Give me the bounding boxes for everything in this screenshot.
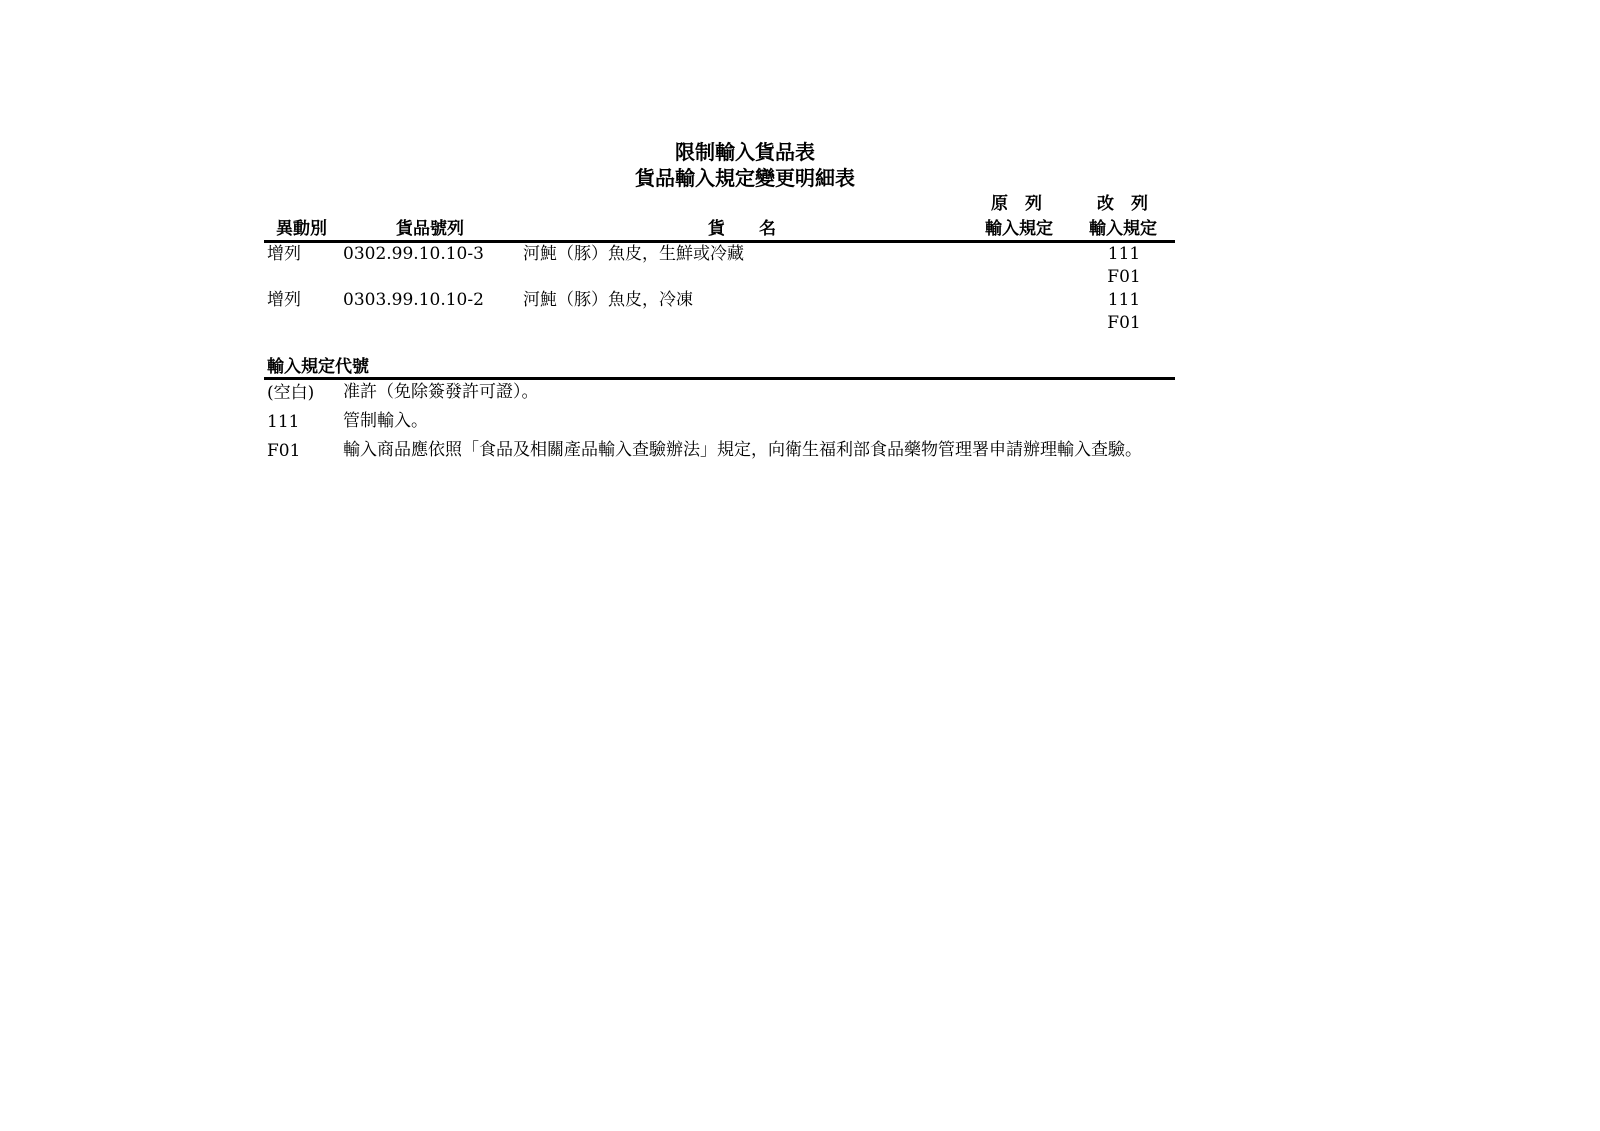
row-new-regulation: F01	[1107, 267, 1141, 287]
row-goods-name: 河魨（豚）魚皮，冷凍	[523, 290, 693, 310]
legend-code: (空白)	[267, 383, 315, 403]
header-ccc-code: 貨品號列	[396, 219, 464, 239]
row-change-type: 增列	[267, 244, 301, 264]
row-new-regulation: F01	[1107, 313, 1141, 333]
row-goods-name: 河魨（豚）魚皮，生鮮或冷藏	[523, 244, 744, 264]
header-change-type: 異動別	[276, 219, 327, 239]
legend-title: 輸入規定代號	[267, 357, 369, 377]
legend-code: 111	[267, 412, 300, 432]
row-change-type: 增列	[267, 290, 301, 310]
header-goods-name: 貨 名	[708, 219, 776, 239]
row-ccc-code: 0302.99.10.10-3	[343, 244, 484, 264]
legend-description: 輸入商品應依照「食品及相關產品輸入查驗辦法」規定，向衛生福利部食品藥物管理署申請辦理輸入查驗。	[343, 440, 1142, 460]
header-original-top: 原 列	[991, 194, 1042, 214]
legend-description: 管制輸入。	[343, 411, 428, 431]
document-subtitle: 貨品輸入規定變更明細表	[635, 166, 855, 190]
document-title: 限制輸入貨品表	[675, 140, 815, 164]
legend-description: 准許（免除簽發許可證）。	[343, 382, 539, 402]
row-new-regulation: 111	[1107, 290, 1141, 310]
header-original-bottom: 輸入規定	[985, 219, 1053, 239]
row-ccc-code: 0303.99.10.10-2	[343, 290, 484, 310]
header-new-bottom: 輸入規定	[1089, 219, 1157, 239]
row-new-regulation: 111	[1107, 244, 1141, 264]
header-new-top: 改 列	[1097, 194, 1148, 214]
legend-code: F01	[267, 441, 301, 461]
